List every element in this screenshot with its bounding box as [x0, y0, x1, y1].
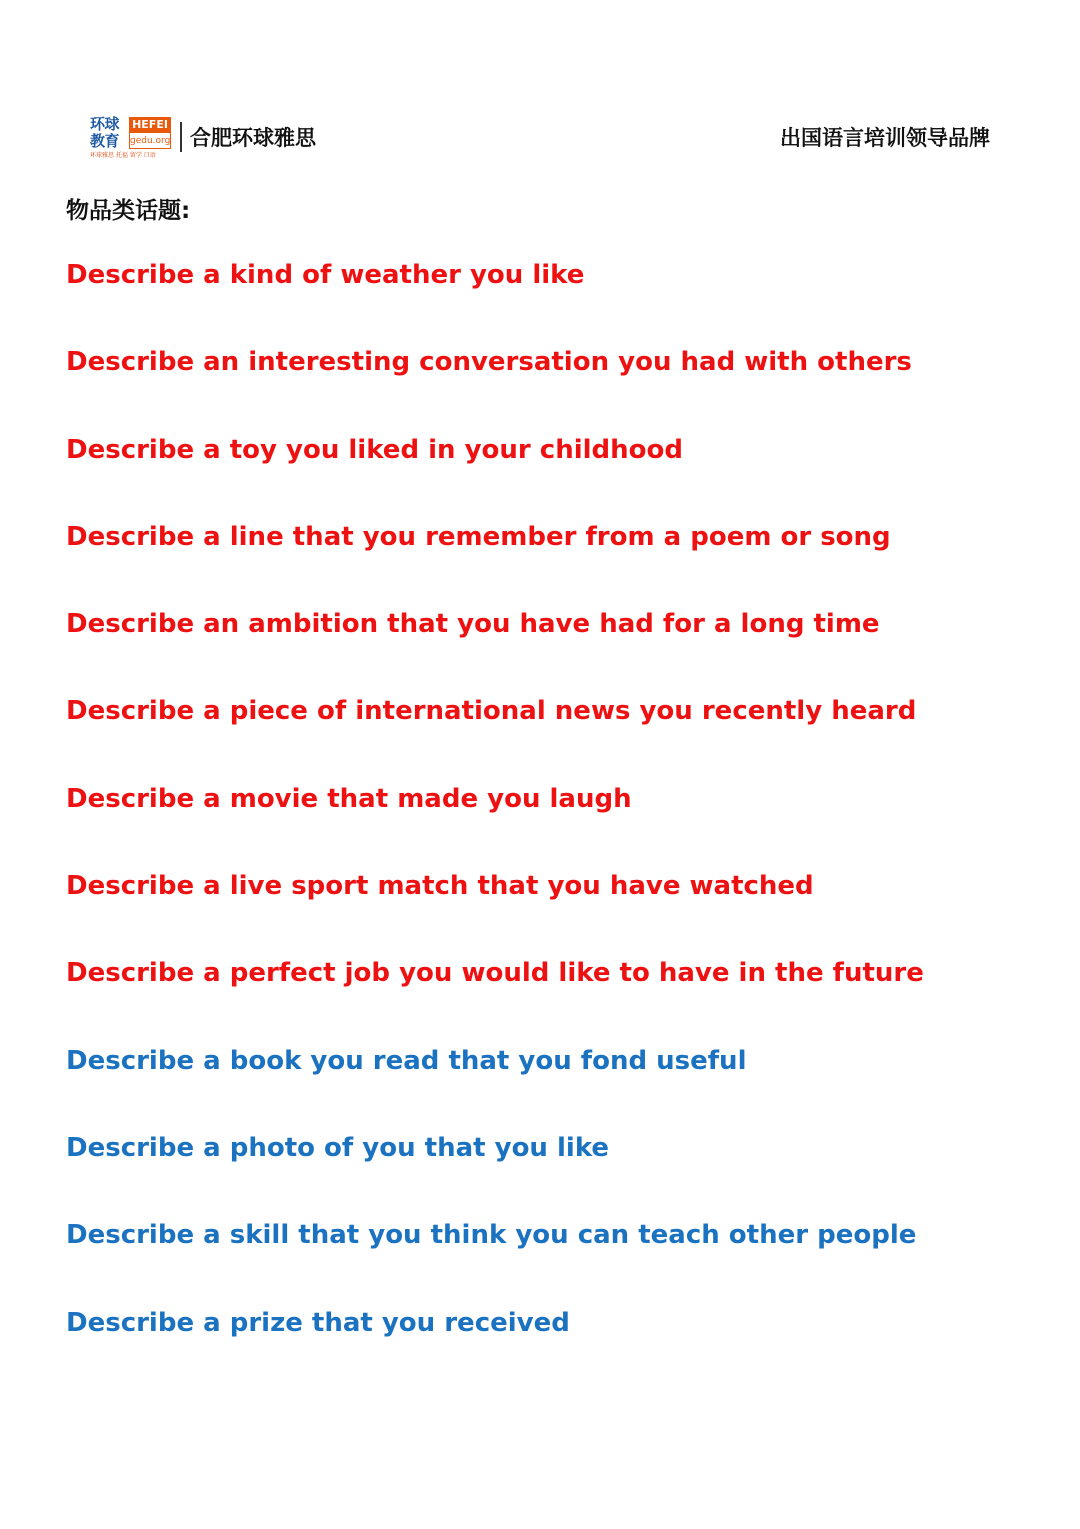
topic-item: Describe a piece of international news you recently heard: [66, 696, 917, 727]
logo-badge-hefei: HEFEI: [129, 117, 171, 133]
page-header: [0, 0, 1080, 170]
brand-slogan: 出国语言培训领导品牌: [780, 126, 990, 150]
topic-item: Describe a skill that you think you can teach other people: [66, 1220, 917, 1251]
brand-name: 合肥环球雅思: [190, 126, 316, 150]
topic-item: Describe an ambition that you have had for a long time: [66, 609, 880, 640]
topic-item: Describe a prize that you received: [66, 1307, 570, 1338]
topic-item: Describe a book you read that you fond useful: [66, 1045, 747, 1076]
logo-subline: 环球雅思 托福 留学 口语: [90, 152, 156, 159]
topic-item: Describe an interesting conversation you had with others: [66, 347, 912, 378]
topic-item: Describe a live sport match that you have watched: [66, 871, 814, 902]
logo-badge-domain: gedu.org: [129, 133, 171, 149]
topic-item: Describe a perfect job you would like to have in the future: [66, 958, 924, 989]
logo-badge: [129, 117, 171, 149]
topic-item: Describe a line that you remember from a poem or song: [66, 521, 891, 552]
topic-item: Describe a kind of weather you like: [66, 260, 585, 290]
topic-list: [66, 258, 1026, 1393]
logo-chinese-text: 环球教育: [90, 115, 120, 150]
topic-item: Describe a movie that made you laugh: [66, 783, 632, 814]
topic-item: Describe a photo of you that you like: [66, 1132, 610, 1163]
section-title: 物品类话题:: [66, 198, 191, 224]
topic-item: Describe a toy you liked in your childhood: [66, 434, 683, 465]
logo-divider: [180, 122, 182, 152]
gedu-logo: [90, 116, 176, 162]
